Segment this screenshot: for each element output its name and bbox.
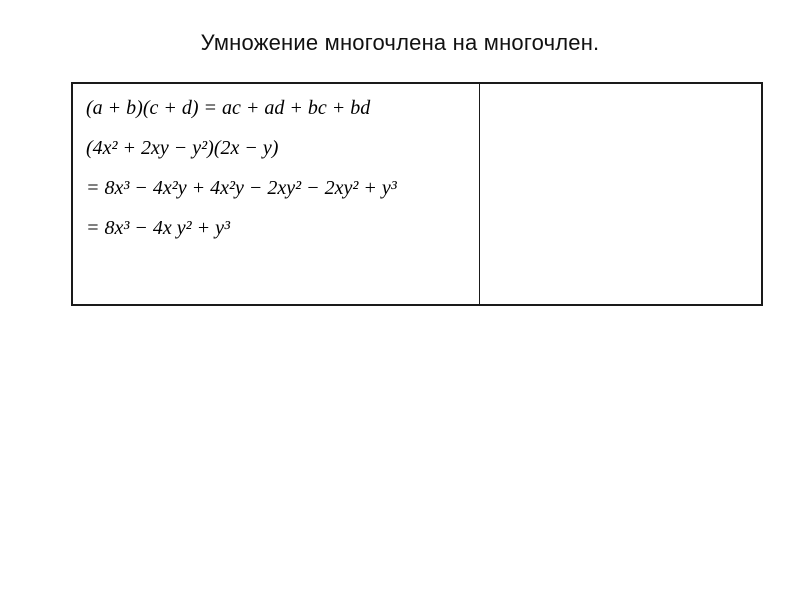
table-cell-right — [480, 84, 761, 304]
slide-title: Умножение многочлена на многочлен. — [200, 30, 600, 55]
formula-line-4 — [86, 216, 230, 240]
math-table — [71, 82, 763, 306]
formula-line-1 — [86, 96, 370, 120]
formula-text: = 8x³ − 4x²y + 4x²y − 2xy² − 2xy² + y³ — [86, 177, 397, 199]
formula-text: (4x² + 2xy − y²)(2x − y) — [86, 137, 279, 159]
formula-text: (a + b)(c + d) = ac + ad + bc + bd — [86, 97, 371, 119]
formula-text: = 8x³ − 4x y² + y³ — [86, 217, 230, 239]
formula-line-3 — [86, 176, 397, 200]
table-cell-left — [73, 84, 480, 304]
formula-line-2 — [86, 136, 278, 160]
